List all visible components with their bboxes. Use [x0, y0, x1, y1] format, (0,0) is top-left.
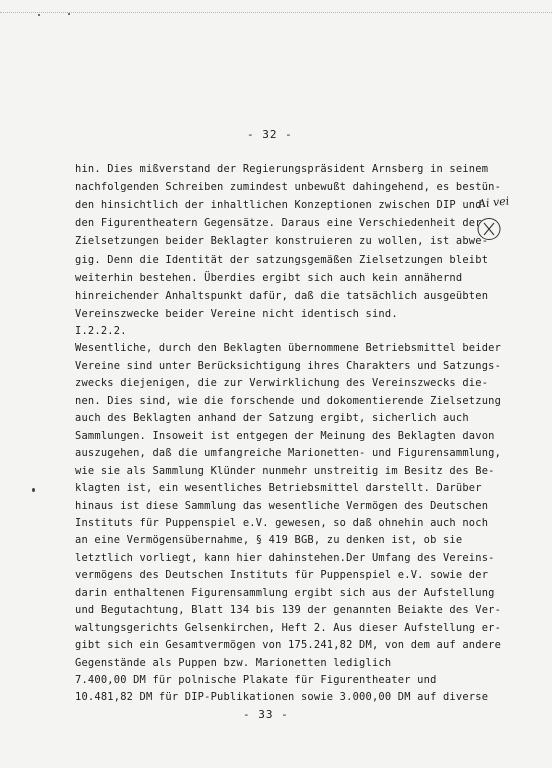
- page-number-top: - 32 -: [247, 128, 293, 141]
- section-heading: I.2.2.2.: [75, 325, 127, 337]
- scan-speck: [32, 488, 35, 492]
- text-line: Sammlungen. Insoweit ist entgegen der Meinung des Beklagten davon: [75, 429, 495, 442]
- text-line: 10.481,82 DM für DIP-Publikationen sowie 3.000,00 DM auf diverse: [75, 691, 489, 704]
- text-line: hinaus ist diese Sammlung das wesentliche Vermögen des Deutschen: [75, 499, 489, 512]
- scan-edge-line: [0, 12, 552, 14]
- text-line: Zielsetzungen beider Beklagter konstruieren zu wollen, ist abwe-: [75, 235, 489, 248]
- text-line: hinreichender Anhaltspunkt dafür, daß die tatsächlich ausgeübten: [75, 289, 489, 302]
- text-line: zwecks diejenigen, die zur Verwirklichung des Vereinszwecks die-: [75, 377, 489, 390]
- text-line: nen. Dies sind, wie die forschende und dokomentierende Zielsetzung: [75, 394, 502, 407]
- text-line: Wesentliche, durch den Beklagten übernommene Betriebsmittel beider: [75, 342, 502, 355]
- text-line: darin enthaltenen Figurensammlung ergibt sich aus der Aufstellung: [75, 586, 495, 599]
- text-line: Vereinszwecke beider Vereine nicht identisch sind.: [75, 307, 398, 320]
- page-number-bottom: - 33 -: [243, 708, 289, 721]
- text-line: auszugehen, daß die umfangreiche Marionetten- und Figurensammlung,: [75, 447, 502, 460]
- text-line: an eine Vermögensübernahme, § 419 BGB, zu denken ist, ob sie: [75, 534, 463, 547]
- text-line: Instituts für Puppenspiel e.V. gewesen, so daß ohnehin auch noch: [75, 516, 489, 529]
- text-line: gibt sich ein Gesamtvermögen von 175.241,82 DM, von dem auf andere: [75, 639, 502, 652]
- text-line: auch des Beklagten anhand der Satzung ergibt, sicherlich auch: [75, 412, 469, 425]
- text-line: den hinsichtlich der inhaltlichen Konzeptionen zwischen DIP und: [75, 199, 482, 212]
- text-line: und Begutachtung, Blatt 134 bis 139 der genannten Beiakte des Ver-: [75, 604, 502, 617]
- text-line: weiterhin bestehen. Überdies ergibt sich auch kein annähernd: [75, 271, 463, 284]
- scan-speck: [68, 13, 70, 15]
- text-line: wie sie als Sammlung Klünder nunmehr unstreitig im Besitz des Be-: [75, 464, 495, 477]
- handwritten-margin-note: Ai vei: [477, 194, 510, 211]
- text-line: gig. Denn die Identität der satzungsgemäßen Zielsetzungen bleibt: [75, 253, 489, 266]
- text-line: Vereine sind unter Berücksichtigung ihres Charakters und Satzungs-: [75, 359, 502, 372]
- text-line: 7.400,00 DM für polnische Plakate für Figurentheater und: [75, 674, 437, 686]
- text-line: klagten ist, ein wesentliches Betriebsmittel darstellt. Darüber: [75, 482, 482, 495]
- text-line: waltungsgerichts Gelsenkirchen, Heft 2. Aus dieser Aufstellung er-: [75, 621, 502, 634]
- text-line: nachfolgenden Schreiben zumindest unbewußt dahingehend, es bestün-: [75, 181, 502, 194]
- text-line: Gegenstände als Puppen bzw. Marionetten lediglich: [75, 656, 392, 669]
- text-line: letztlich vorliegt, kann hier dahinstehen.Der Umfang des Vereins-: [75, 551, 495, 564]
- text-line: hin. Dies mißverstand der Regierungspräsident Arnsberg in seinem: [75, 163, 489, 175]
- text-line: vermögens des Deutschen Instituts für Puppenspiel e.V. sowie der: [75, 569, 489, 582]
- scan-speck: [38, 14, 40, 16]
- text-line: den Figurentheatern Gegensätze. Daraus eine Verschiedenheit der: [75, 217, 482, 230]
